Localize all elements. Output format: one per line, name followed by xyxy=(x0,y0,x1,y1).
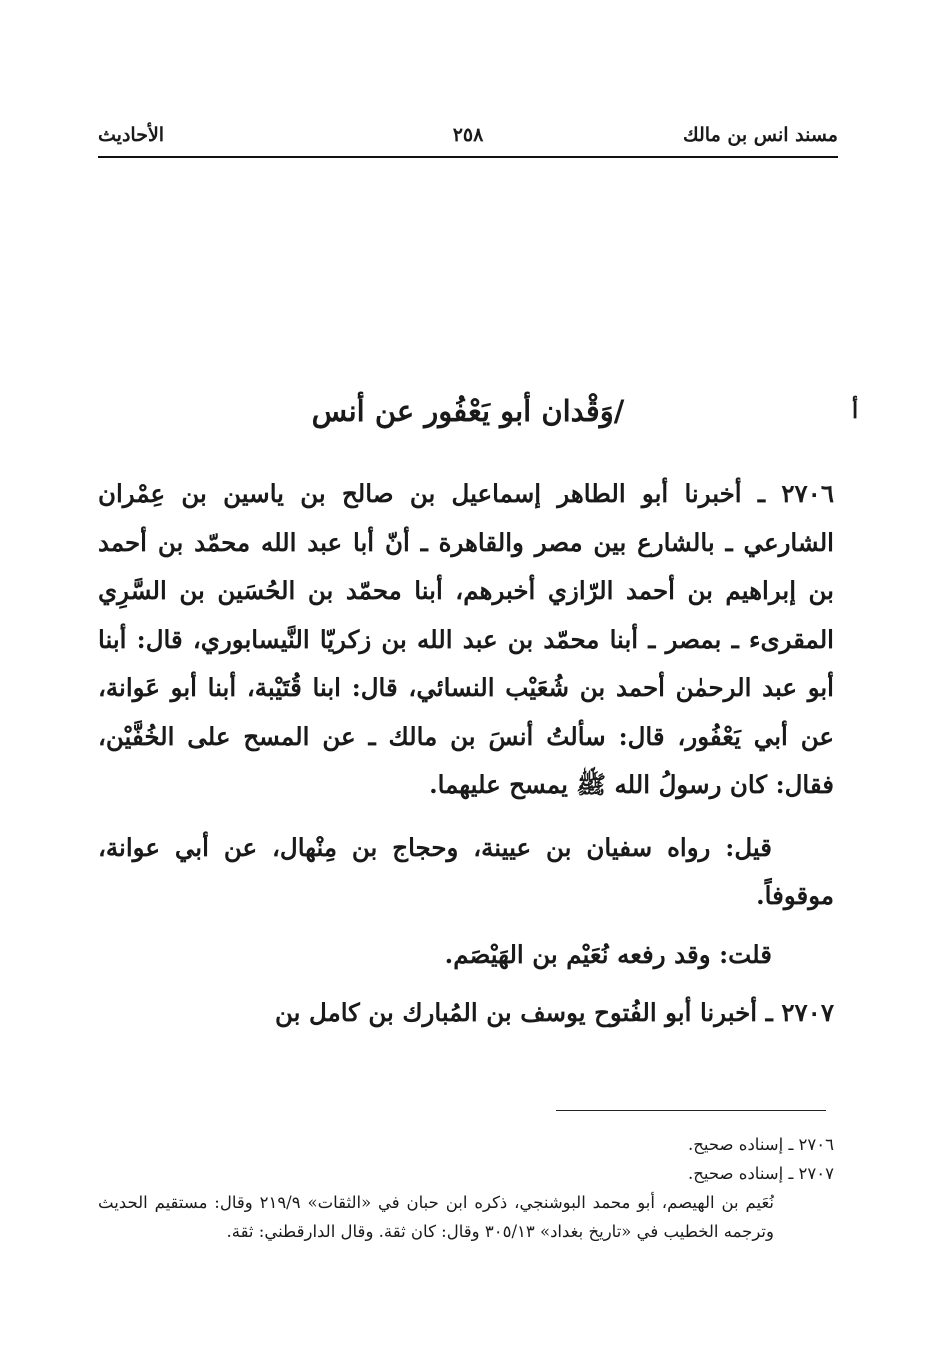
main-text xyxy=(98,470,834,1038)
paragraph-qila: قيل: رواه سفيان بن عيينة، وحجاج بن مِنْهال، عن أبي عوانة، موقوفاً. xyxy=(98,832,834,910)
book-title: مسند انس بن مالك xyxy=(683,124,838,146)
footnote-2707: ٢٧٠٧ ـ إسناده صحيح. xyxy=(688,1164,834,1183)
footnote-divider xyxy=(556,1110,826,1111)
paragraph-qultu: قلت: وقد رفعه نُعَيْم بن الهَيْصَم. xyxy=(444,939,772,969)
section-title: /وَقْدان أبو يَعْفُور عن أنس xyxy=(311,394,625,428)
running-header xyxy=(98,124,838,154)
footnotes xyxy=(98,1130,834,1246)
margin-folio-mark: أ xyxy=(852,398,859,424)
footnote-nuaym: نُعَيم بن الهيصم، أبو محمد البوشنجي، ذكره ابن حبان في «الثقات» ٢١٩/٩ وقال: مستقيم الحديث وترجمه الخطيب في «تاريخ بغداد» ٣٠٥/١٣ وقال: كان ثقة. وقال الدارقطني: ثقة. xyxy=(98,1193,774,1241)
header-divider xyxy=(98,156,838,158)
hadith-2707: ٢٧٠٧ ـ أخبرنا أبو الفُتوح يوسف بن المُبارك بن كامل بن xyxy=(275,998,834,1027)
section-name: الأحاديث xyxy=(98,124,165,146)
hadith-2706: ٢٧٠٦ ـ أخبرنا أبو الطاهر إسماعيل بن صالح بن ياسين بن عِمْران الشارعي ـ بالشارع بين مصر والقاهرة ـ أنّ أبا عبد الله محمّد بن أحمد بن إبراهيم بن أحمد الرّازي أخبرهم، أبنا محمّد بن الحُسَين بن السَّرِي المقرىء ـ بمصر ـ أبنا محمّد بن عبد الله بن زكريّا النَّيسابوري، قال: أبنا أبو عبد الرحمٰن أحمد بن شُعَيْب النسائي، قال: ابنا قُتَيْبة، أبنا أبو عَوانة، عن أبي يَعْفُور، قال: سألتُ أنسَ بن مالك ـ عن المسح على الخُفَّيْن، فقال: كان رسولُ الله ﷺ يمسح عليهما. xyxy=(98,479,834,799)
footnote-2706: ٢٧٠٦ ـ إسناده صحيح. xyxy=(688,1135,834,1154)
page-number: ٢٥٨ xyxy=(452,124,484,146)
